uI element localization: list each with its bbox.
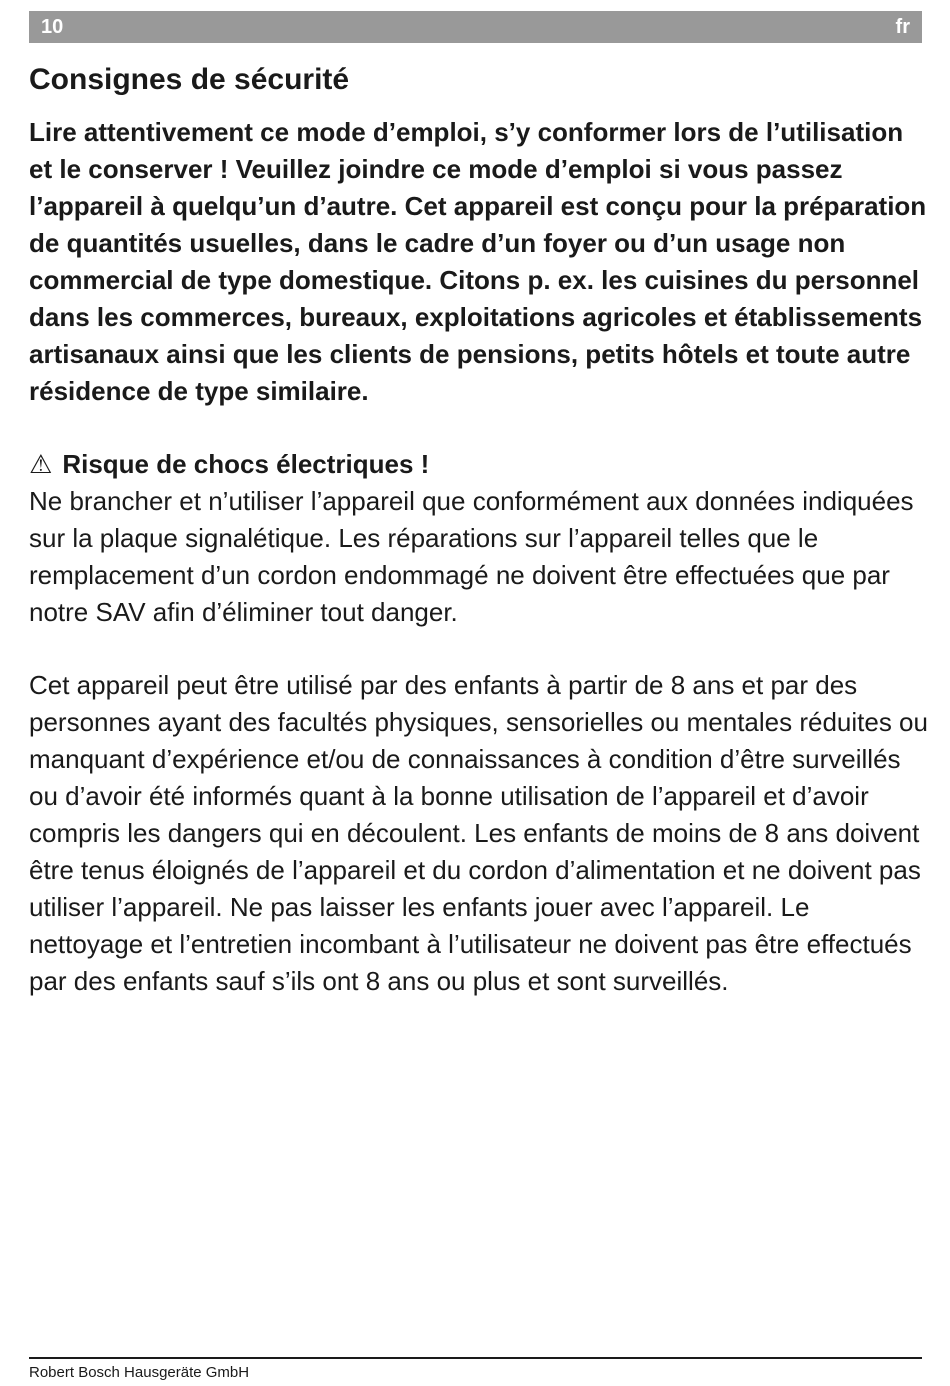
warning-heading-text: Risque de chocs électriques ! [62,449,430,479]
children-safety-paragraph: Cet appareil peut être utilisé par des enfants à partir de 8 ans et par des personnes ayant des facultés physiques, sensorielles ou mentales réduites ou manquant d’expérience et/ou de connaissances à condition d’être surveillés ou d’avoir été informés quant à la bonne utilisation de l’appareil et d’avoir compris les dangers qui en découlent. Les enfants de moins de 8 ans doivent être tenus éloignés de l’appareil et du cordon d’alimentation et ne doivent pas utiliser l’appareil. Ne pas laisser les enfants jouer avec l’appareil. Le nettoyage et l’entretien incombant à l’utilisateur ne doivent pas être effectués par des enfants sauf s’ils ont 8 ans ou plus et sont surveillés. [29,670,928,996]
warning-paragraph: Ne brancher et n’utiliser l’appareil que conformément aux données indiquées sur la plaque signalétique. Les réparations sur l’appareil telles que le remplacement d’un cordon endommagé ne doivent être effectuées que par notre SAV afin d’éliminer tout danger. [29,486,914,627]
warning-heading [29,446,929,483]
page-content [29,62,929,1000]
page-number: 10 [41,15,64,38]
warning-triangle-icon: ⚠ [29,449,53,479]
footer-divider [29,1357,922,1359]
intro-paragraph: Lire attentivement ce mode d’emploi, s’y conformer lors de l’utilisation et le conserver ! Veuillez joindre ce mode d’emploi si vous passez l’appareil à quelqu’un d’autre. Cet appareil est conçu pour la préparation de quantités usuelles, dans le cadre d’un foyer ou d’un usage non commercial de type domestique. Citons p. ex. les cuisines du personnel dans les commerces, bureaux, exploitations agricoles et établissements artisanaux ainsi que les clients de pensions, petits hôtels et toute autre résidence de type similaire. [29,117,927,406]
page-title: Consignes de sécurité [29,63,350,96]
footer-company: Robert Bosch Hausgeräte GmbH [29,1364,250,1381]
page-header-bar [29,11,922,43]
language-code: fr [895,15,910,38]
